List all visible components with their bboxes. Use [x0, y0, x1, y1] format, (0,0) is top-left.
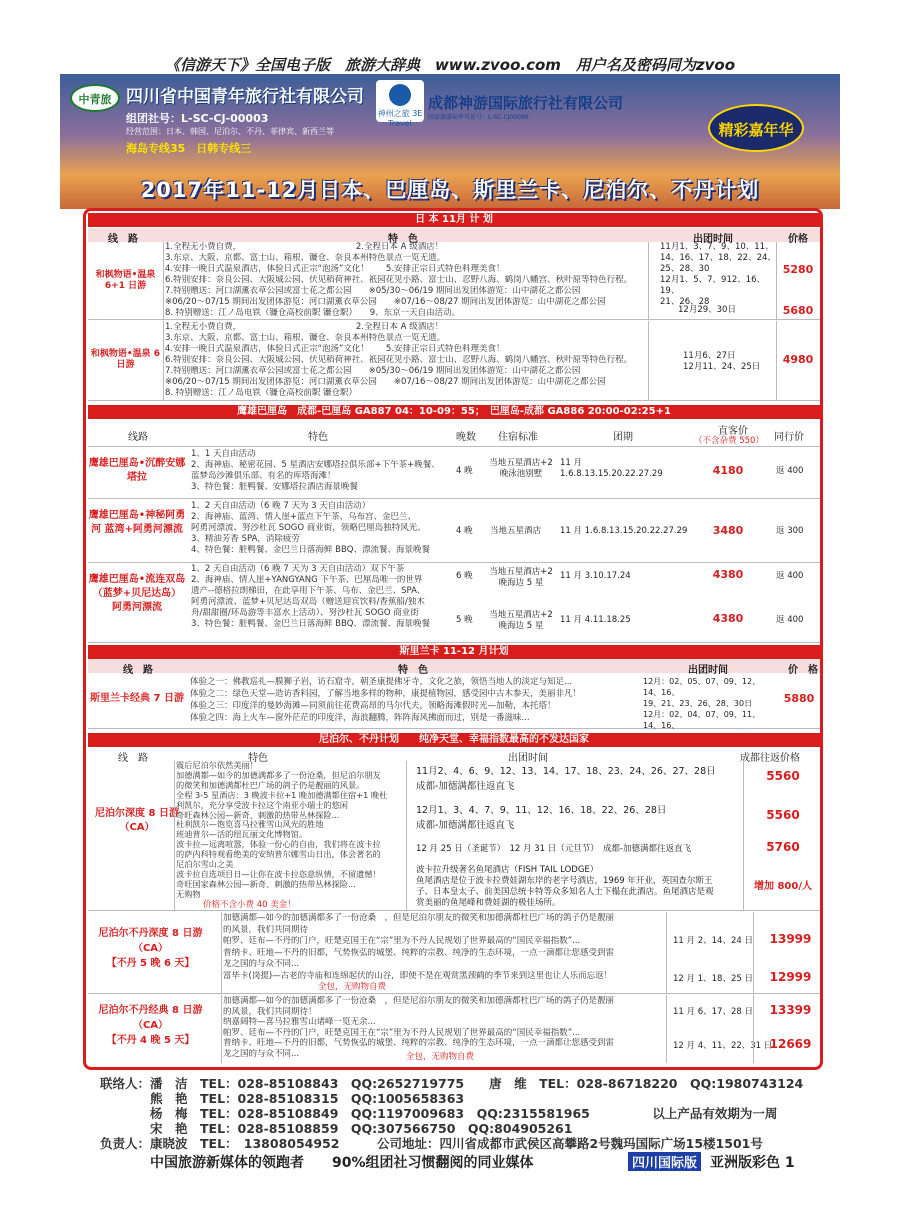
text-line: 12月：02、05、07、09、12、14、16、 — [643, 677, 761, 697]
route-name: 鹰雄巴厘岛•沉醉安娜塔拉 — [88, 458, 186, 483]
header-price-note: （不含杂费 550） — [694, 436, 764, 446]
price-2: 12669 — [769, 1037, 812, 1051]
text-line: 4.安排一晚日式温泉酒店，体验日式正宗“泡汤”文化！ 5.安排正宗日式特色料理美食！ — [165, 264, 505, 274]
header-dates: 出团时间 — [688, 665, 728, 676]
peer-price: 返 400 — [776, 615, 804, 625]
group-dates: 11 月 3.10.17.24 — [560, 571, 631, 581]
text-line: 龙之国的与众不同... — [223, 959, 300, 969]
route-features — [190, 676, 635, 724]
header-route: 线 路 — [123, 665, 153, 676]
text-line: 4、特色餐：脏鸭餐、金巴兰日落海鲜 BBQ、漂流餐、海景晚餐 — [191, 545, 430, 555]
text-line: 的风景，我们共同期待！ — [223, 1006, 317, 1017]
text-line: 熊 艳 TEL：028-85108315 QQ:1005658363 — [100, 1091, 465, 1106]
text-line: 震后尼泊尔依然美丽！ — [176, 761, 258, 770]
footer-slogan: 中国旅游新媒体的领跑者 90%组团社习惯翻阅的同业媒体 — [150, 1155, 534, 1171]
japan-table-header — [88, 228, 820, 245]
cyts-logo: 中青旅 — [70, 84, 120, 112]
text-line: 12月1、5、7、912、16、19、 — [660, 275, 766, 296]
text-line: 宋 艳 TEL：028-85108859 QQ:307566750 QQ:804905261 — [100, 1121, 573, 1136]
tip-note: 价格不含小费 40 美金！ — [203, 900, 296, 910]
route-features — [165, 322, 645, 399]
header-dates: 出团时间 — [693, 234, 733, 245]
text-line: 2、海神庙、情人崖+YANGYANG 下午茶、巴厘岛唯一的世界 — [191, 575, 423, 585]
bali-row-2 — [88, 499, 820, 563]
text-line: 14、16、17、18、22、24、 — [660, 253, 776, 263]
hotel: 当地五星酒店+2 晚海边 5 星 — [489, 610, 553, 631]
dates-1: 11月2、4、6、9、12、13、14、17、18、23、24、26、27、28日 成都-加德满都往返直飞 — [416, 766, 716, 792]
route-price: 5280 — [782, 263, 814, 276]
price-1: 13399 — [769, 1003, 812, 1017]
dates-3: 12 月 25 日（圣诞节） 12 月 31 日（元旦节） 成都-加德满都往返直飞 — [416, 844, 692, 854]
text-line: 鱼尾酒店是位于波卡拉费娃湖东岸的老字号酒店，1969 年开业，英国查尔斯王 — [416, 876, 713, 886]
text-line: 子、日本皇太子、前美国总统卡特等众多知名人士下榻在此酒店。鱼尾酒店是观 — [416, 887, 714, 897]
japan-row-1 — [88, 242, 820, 320]
group-dates: 11 月 1.6.8.13.15.20.22.27.29 — [560, 526, 688, 536]
text-line: 波卡拉—远离喧嚣，体验一份心的自由，我们将在波卡拉 — [176, 840, 381, 850]
nepal-row — [88, 761, 820, 911]
special-lines: 海岛专线35 日韩专线三 — [126, 142, 252, 155]
route-features — [191, 564, 451, 630]
nights: 4 晚 — [456, 466, 473, 476]
lodge-upgrade — [416, 865, 746, 909]
price-3: 5760 — [766, 840, 800, 854]
srilanka-section-header: 斯里兰卡 11-12 月计划 — [88, 645, 820, 659]
price: 4180 — [712, 464, 744, 477]
text-line: 11月1、3、7、9、10、11、 — [660, 242, 774, 252]
text-line: 3、特色餐：脏鸭餐、金巴兰日落海鲜 BBQ、漂流餐、海景晚餐 — [191, 619, 430, 629]
text-line: 联络人：潘 洁 TEL：028-85108843 QQ:2652719775 唐 维 TEL：028-86718220 QQ:1980743124 — [100, 1076, 804, 1091]
route-name: 尼泊尔深度 8 日游 （CA） — [95, 808, 179, 833]
text-line: 加德满都—如今的加德满都多了一份沧桑 ，但是尼泊尔朋友的微笑和加德满都杜巴广场的鸽子仍是靓丽 — [223, 913, 615, 923]
text-line: 25、28、30 — [660, 264, 710, 274]
text-line: 4.安排一晚日式温泉酒店，体验日式正宗“泡汤”文化！ 5.安排正宗日式特色料理美食！ — [165, 344, 505, 354]
text-line: 尼泊尔雪山之美 — [176, 860, 234, 870]
text-line: 奇旺国家森林公园—新奇、刺激的热带丛林探险... — [176, 879, 356, 889]
peer-price: 返 400 — [776, 466, 804, 476]
header-nights: 晚数 — [456, 432, 476, 443]
route-name: 鹰雄巴厘岛•神秘阿勇河 蓝湾+阿勇河漂流 — [88, 510, 186, 535]
text-line: 的微笑和加德满都杜巴广场的鸽子仍是靓丽的风景。 — [176, 780, 365, 790]
route-dates-2: 12月29、30日 — [678, 305, 736, 315]
text-line: 19、21、23、26、28、30日 — [643, 699, 753, 708]
srilanka-row — [88, 673, 820, 729]
text-line: 全程 3-5 星酒店：3 晚波卡拉+1 晚加德满都住宿+1 晚杜 — [176, 790, 388, 800]
header-route: 线路 — [128, 432, 148, 443]
text-line: ※06/20～07/15 期间出发团体游览：河口湖薰衣草公园 ※07/16～08/27 期间出发团体游览：山中湖花之都公园 — [165, 377, 606, 387]
text-line: 普纳卡、旺地—不丹的旧都，气势恢弘的城堡、纯粹的宗教、纯净的生态环境，一点一滴都让您感受到雷 — [223, 947, 615, 958]
group-dates: 11 月 4.11.18.25 — [560, 615, 631, 625]
header-features: 特色 — [248, 753, 268, 764]
text-line: 富毕卡(岗提)—古老的寺庙和连绵起伏的山谷，即使不是在观赏黑颈鹤的季节来到这里也让人乐而忘返！ — [223, 970, 613, 981]
text-line: 负责人：康晓波 TEL： 13808054952 公司地址：四川省成都市武侯区高攀路2号魏玛国际广场15楼1501号 — [100, 1136, 763, 1151]
text-line: 舟/甜甜圈/环岛游等丰富水上活动）、努沙杜瓦 SOGO 商业街 — [191, 608, 419, 618]
page-title: 2017年11-12月日本、巴厘岛、斯里兰卡、尼泊尔、不丹计划 — [140, 178, 760, 202]
route-price-2: 5680 — [782, 304, 814, 317]
header-group: 团期 — [613, 432, 633, 443]
header-route: 线 路 — [108, 234, 138, 245]
hotel: 当地五星酒店 — [490, 526, 542, 536]
header-price: 价 格 — [788, 665, 818, 676]
nepal-section-header: 尼泊尔、不丹计划 纯净天堂、幸福指数最高的不发达国家 — [88, 733, 820, 747]
text-line: 1、2 天自由活动（6 晚 7 天为 3 天自由活动） — [191, 501, 371, 511]
text-line: 21、26、28 — [660, 297, 710, 307]
japan-row-2 — [88, 321, 820, 401]
srilanka-table-header — [88, 659, 820, 676]
route-dates — [683, 351, 783, 373]
agency1-scope: 经营范围：日本、韩国、尼泊尔、不丹、菲律宾、新西兰等 — [126, 127, 334, 136]
text-line: 的风景，我们共同期待 — [223, 924, 309, 935]
text-line: 帕罗、廷布—不丹的门户，旺楚克国王在“宗”里为不丹人民规划了世界最高的“国民幸福指数”... — [223, 936, 581, 946]
text-line: 加德满都—如今的加德满都多了一份沧桑，但尼泊尔朋友 — [176, 770, 381, 780]
text-line: 7.特别赠送：河口湖薰衣草公园或富士花之都公园 ※05/30～06/19 期间出发团体游览：山中湖花之都公园 — [165, 366, 581, 376]
header-peer: 同行价 — [774, 432, 804, 443]
text-line: 班迪普尔—活的纽瓦丽文化博物馆。 — [176, 830, 308, 840]
header-price: 直客价 — [718, 426, 748, 437]
text-line: 2、海神庙、蓝湾、情人崖+蓝点下午茶、乌布宫、金巴兰、 — [191, 512, 417, 522]
route-features — [191, 449, 451, 493]
text-line: 奇旺森林公园—新奇、刺激的热带丛林探险... — [176, 810, 340, 820]
dates-2: 12月1、3、4、7、9、11、12、16、18、22、26、28日 成都-加德满都往返直飞 — [416, 805, 667, 831]
price: 3480 — [712, 524, 744, 537]
text-line: 6.特别安排：奈良公园、大阪城公园、伏见稻荷神社、祇园花见小路、富士山、忍野八海、鹤岗八幡宫、秋叶原等特色行程。 — [165, 275, 633, 285]
text-line: 帕罗、廷布—不丹的门户，旺楚克国王在“宗”里为不丹人民规划了世界最高的“国民幸福指数”... — [223, 1027, 581, 1038]
text-line: 8. 特别赠送：江ノ岛电铁（镰仓高校前駅 镰仓駅） 9、东京一天自由活动。 — [165, 308, 461, 318]
route-name: 尼泊尔不丹经典 8 日游 （CA） 【不丹 4 晚 5 天】 — [98, 1005, 203, 1046]
text-line: 纳嘉阔特—喜马拉雅雪山诸峰一览无余... — [223, 1017, 376, 1027]
text-line: 蓝梦岛沙滩俱乐部、有名的库塔海滩！ — [191, 471, 336, 481]
japan-section-header: 日 本 11月 计 划 — [88, 213, 820, 227]
text-line: 11月6、27日 — [683, 351, 736, 361]
all-inclusive-note: 全包，无购物自费 — [406, 1052, 475, 1062]
dates-1: 11 月 2、14、24 日 — [673, 936, 753, 946]
dates-2: 12 月 4、11、22、31 日 — [673, 1041, 773, 1051]
bali-section-header: 鹰雄巴厘岛 成都-巴厘岛 GA887 04：10-09：55； 巴厘岛-成都 GA886 20:00-02:25+1 — [88, 405, 820, 419]
price-1: 5560 — [766, 769, 800, 783]
route-name: 斯里兰卡经典 7 日游 — [90, 693, 184, 704]
text-line: 赏美丽的鱼尾峰和费娃湖的极佳场所。 — [416, 898, 561, 908]
peer-price: 返 400 — [776, 571, 804, 581]
text-line: 3.东京、大阪、京都、富士山、箱根、镰仓、奈良本州特色景点一览无遗。 — [165, 253, 446, 263]
header-features: 特 色 — [398, 665, 428, 676]
banner — [60, 74, 840, 209]
peer-price: 返 300 — [776, 526, 804, 536]
agency1-name: 四川省中国青年旅行社有限公司 — [126, 87, 364, 107]
text-line: 12月：02、04、07、09、11、14、16、 — [643, 710, 761, 730]
text-line: 利凯尔，充分享受波卡拉这个南亚小瑞士的悠闲 — [176, 800, 348, 810]
dates-2: 12 月 1、18、25 日 — [673, 974, 753, 984]
bhutan-row-1 — [88, 912, 820, 994]
text-line: 阿勇河漂流、努沙杜瓦 SOGO 商业街，领略巴厘岛独特风光。 — [191, 523, 426, 533]
all-inclusive-note: 全包，无购物自费 — [318, 982, 387, 992]
price-2: 5560 — [766, 808, 800, 822]
agency2-license: 国家旅游局许可证号：L-SC-CJ00090 — [428, 114, 529, 121]
bhutan-row-2 — [88, 995, 820, 1063]
header-features: 特 色 — [388, 234, 418, 245]
text-line: 7.特别赠送：河口湖薰衣草公园或富士花之都公园 ※05/30～06/19 期间出发团体游览：山中湖花之都公园 — [165, 286, 581, 296]
text-line: ※06/20～07/15 期间出发团体游览：河口湖薰衣草公园 ※07/16～08/27 期间出发团体游览：山中湖花之都公园 — [165, 297, 606, 307]
nights: 6 晚 — [456, 571, 473, 581]
text-line: 3、精油芳香 SPA，消除疲劳 — [191, 534, 300, 544]
route-features — [176, 761, 406, 900]
text-line: 加德满都—如今的加德满都多了一份沧桑 ，但是尼泊尔朋友的微笑和加德满都杜巴广场的鸽子仍是靓丽 — [223, 996, 615, 1006]
text-line: 体验之四：海上火车—窗外茫茫的印度洋，海浪翻腾，阵阵海风拂面而过，别是一番滋味... — [190, 713, 530, 723]
contact-block — [100, 1076, 830, 1151]
text-line: 2、海神庙、秘密花园、5 星酒店安娜塔拉俱乐部+下午茶+晚餐、 — [191, 460, 440, 470]
route-name: 和枫物语•温泉 6 日游 — [90, 349, 161, 370]
route-price: 5880 — [783, 692, 815, 705]
hotel: 当地五星酒店+2 晚海边 5 星 — [489, 567, 553, 588]
text-line: 1.全程无小费自费， 2.全程日本 A 级酒店！ — [165, 322, 444, 332]
price: 4380 — [712, 612, 744, 625]
text-line: 龙之国的与众不同... — [223, 1048, 300, 1059]
route-features — [165, 242, 645, 319]
text-line: 杨 梅 TEL：028-85108849 QQ:1197009683 QQ:2315581965 以上产品有效期为一周 — [100, 1106, 778, 1121]
header-route: 线 路 — [118, 753, 148, 764]
route-dates — [660, 242, 780, 308]
3e-travel-logo: 神州之旅 3E Travel — [376, 80, 424, 122]
agency2-name: 成都神游国际旅行社有限公司 — [428, 94, 624, 112]
route-price: 4980 — [782, 353, 814, 366]
text-line: 遗产--德格拉朗梯田，在此享用下午茶、乌布、金巴兰、SPA、 — [191, 586, 426, 596]
header-hotel: 住宿标准 — [498, 432, 538, 443]
route-name: 和枫物语•温泉 6+1 日游 — [95, 270, 156, 291]
header-dates: 出团时间 — [508, 753, 548, 764]
footer-page: 亚洲版彩色 1 — [710, 1155, 795, 1171]
footer-tag: 四川国际版 — [628, 1152, 701, 1171]
route-features — [223, 996, 663, 1059]
text-line: 3、特色餐：脏鸭餐、安娜塔拉酒店海景晚餐 — [191, 482, 358, 492]
text-line: 1、1 天自由活动 — [191, 449, 256, 459]
text-line: 普纳卡、旺地—不丹的旧都，气势恢弘的城堡、纯粹的宗教、纯净的生态环境，一点一滴都让您感受到雷 — [223, 1038, 615, 1048]
route-features — [191, 501, 451, 556]
text-line: 12月11、24、25日 — [683, 362, 761, 372]
price-2: 12999 — [769, 970, 812, 984]
text-line: 的萨内科特观看绝美的安纳普尔娜雪山日出，体会著名的 — [176, 850, 381, 860]
text-line: 8. 特别赠送：江ノ岛电铁（镰仓高校前駅 镰仓駅） — [165, 388, 358, 398]
text-line: 体验之一：佛教巡礼—膜狮子岩，访石窟寺，朝圣康提佛牙寺，文化之旅，领悟当地人的淡定与知足... — [190, 677, 573, 687]
price: 4380 — [712, 568, 744, 581]
carnival-badge: 精彩嘉年华 — [708, 104, 804, 152]
route-features — [223, 913, 663, 982]
footer — [150, 1152, 850, 1170]
nepal-table-header — [88, 747, 820, 764]
text-line: 6.特别安排：奈良公园、大阪城公园、伏见稻荷神社、祇园花见小路、富士山、忍野八海、鹤岗八幡宫、秋叶原等特色行程。 — [165, 355, 633, 365]
hotel: 当地五星酒店+2 晚泳池别墅 — [489, 458, 553, 479]
price-1: 13999 — [769, 932, 812, 946]
bali-row-1 — [88, 447, 820, 499]
top-header: 《信游天下》全国电子版 旅游大辞典 www.zvoo.com 用户名及密码同为zvoo — [164, 56, 736, 74]
nights: 4 晚 — [456, 526, 473, 536]
text-line: 波卡拉自选项目日—让你在波卡拉恣意纵情，不留遗憾！ — [176, 869, 381, 879]
dates-1: 11 月 6、17、28 日 — [673, 1007, 753, 1017]
text-line: 杜利凯尔—饱览喜马拉雅雪山风光的胜地 — [176, 820, 324, 830]
text-line: 体验之三：印度洋的曼妙海滩—同须前往花费高昂的马尔代夫，领略海滩假时光—加勒，本托塔！ — [190, 701, 556, 711]
text-line: 波卡拉升级著名鱼尾酒店（FISH TAIL LODGE） — [416, 865, 599, 875]
lodge-price: 增加 800/人 — [753, 881, 812, 892]
header-features: 特色 — [308, 432, 328, 443]
text-line: 3.东京、大阪、京都、富士山、箱根、镰仓、奈良本州特色景点一览无遗。 — [165, 333, 446, 343]
header-price: 成都往返价格 — [740, 753, 800, 764]
nights: 5 晚 — [456, 615, 473, 625]
bali-table-header — [88, 421, 820, 447]
globe-icon — [389, 84, 411, 106]
bali-row-3 — [88, 563, 820, 643]
text-line: 1、2 天自由活动（6 晚 7 天为 3 天自由活动）双下午茶 — [191, 564, 405, 574]
text-line: 1.全程无小费自费， 2.全程日本 A 级酒店！ — [165, 242, 444, 252]
header-price: 价格 — [788, 234, 808, 245]
text-line: 体验之二：绿色天堂—造访香料园，了解当地多样的物种，康提植物园，感受园中古木参天，美丽非凡！ — [190, 689, 582, 699]
agency1-license: 组团社号：L-SC-CJ-00003 — [126, 112, 269, 125]
route-name: 鹰雄巴厘岛•流连双岛（蓝梦+贝尼达岛）阿勇河漂流 — [88, 574, 186, 613]
group-dates: 11 月 1.6.8.13.15.20.22.27.29 — [560, 458, 663, 479]
text-line: 阿勇河漂流、蓝梦+贝尼达岛双岛（赠送迎宾饮料/香蕉船/独木 — [191, 597, 425, 607]
text-line: 无购物 — [176, 889, 201, 899]
route-name: 尼泊尔不丹深度 8 日游 （CA） 【不丹 5 晚 6 天】 — [98, 928, 203, 969]
